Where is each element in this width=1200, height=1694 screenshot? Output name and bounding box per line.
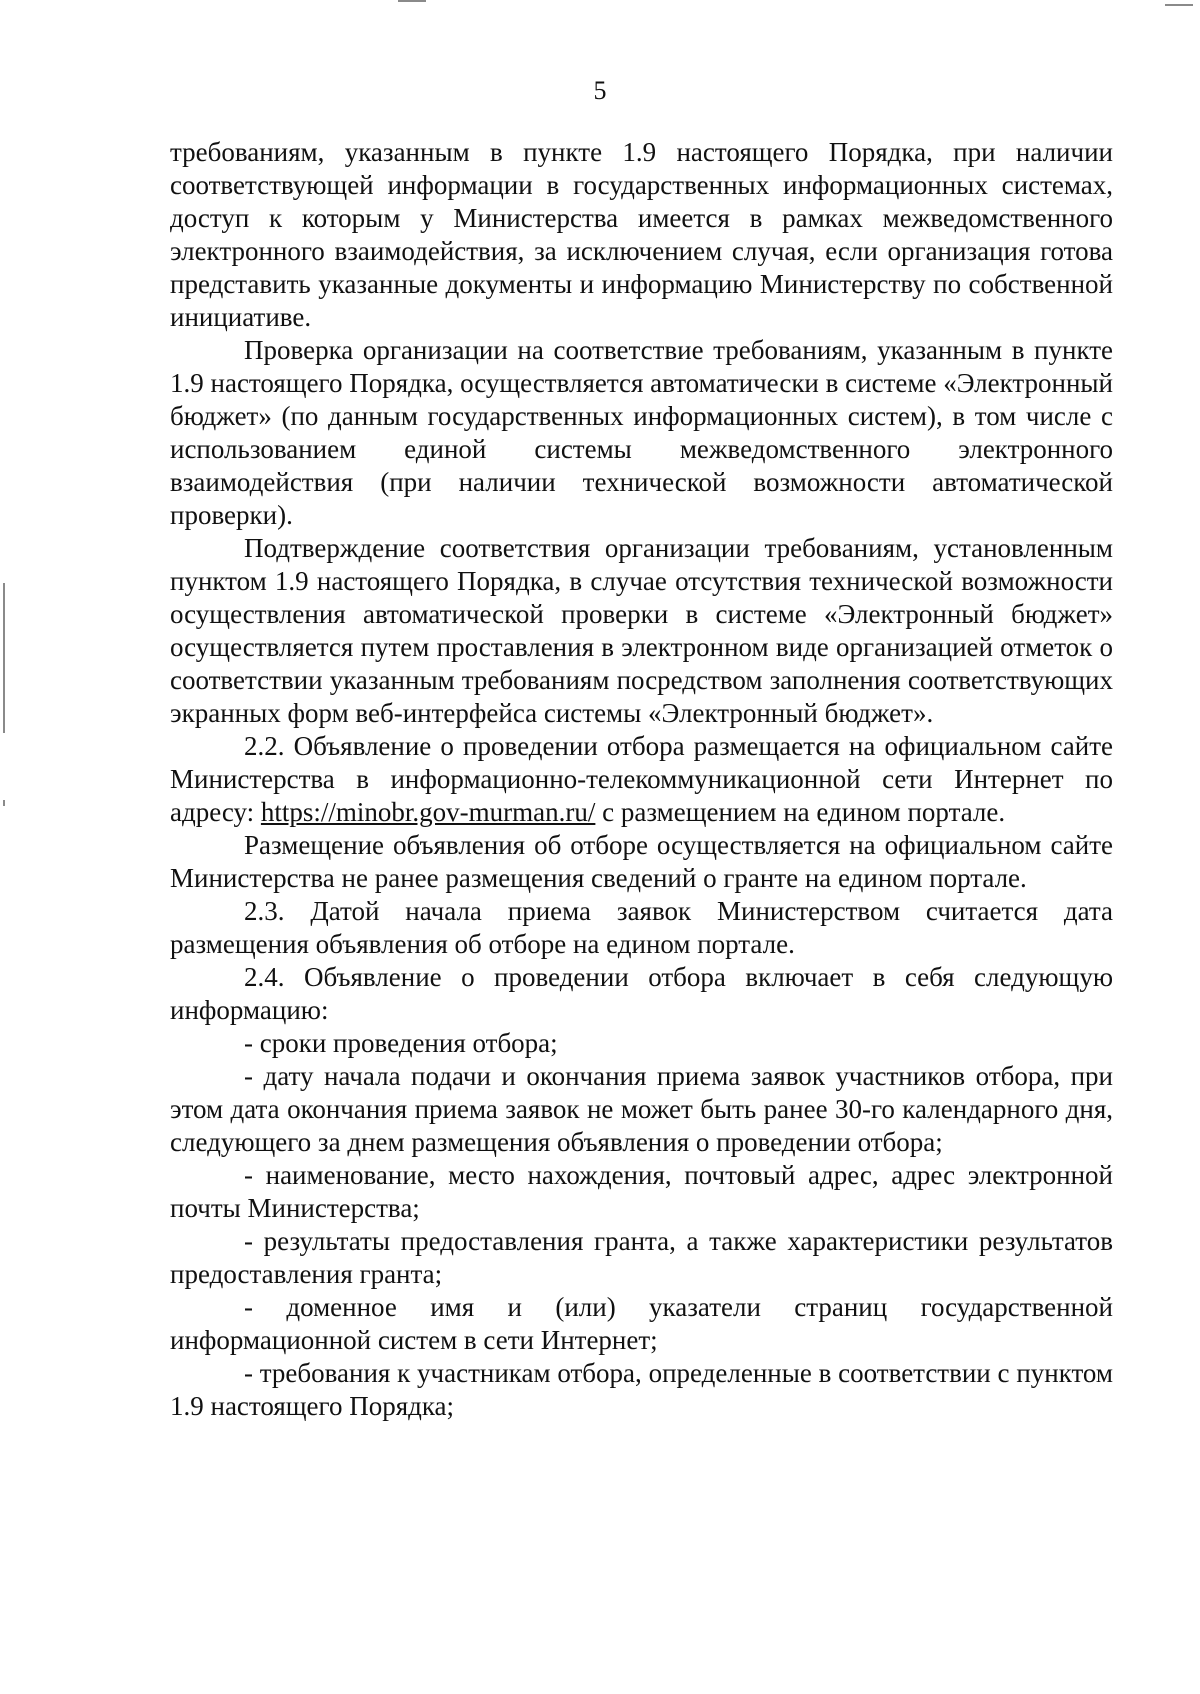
list-item-terms: - сроки проведения отбора; [244, 1028, 558, 1058]
document-body [170, 136, 1113, 1423]
ministry-website-link[interactable]: https://minobr.gov-murman.ru/ [260, 797, 596, 827]
scan-artifact-left-edge [3, 583, 5, 733]
paragraph-2-3-start-date: 2.3. Датой начала приема заявок Министерством считается дата размещения объявления об отборе на едином портале. [170, 896, 1113, 959]
paragraph-2-2-text: 2.2. Объявление о проведении отбора размещается на официальном сайте Министерства в информационно-телекоммуникационной сети Интернет по адресу: [170, 731, 1113, 827]
scan-artifact-top-right [1165, 4, 1193, 6]
page-number: 5 [593, 76, 607, 105]
paragraph-2-4-contents: 2.4. Объявление о проведении отбора включает в себя следующую информацию: [170, 962, 1113, 1025]
paragraph-automatic-check: Проверка организации на соответствие требованиям, указанным в пункте 1.9 настоящего Порядка, осуществляется автоматически в системе «Электронный бюджет» (по данным государственных информационных систем), в том числе с использованием единой системы межведомственного электронного взаимодействия (при наличии технической возможности автоматической проверки). [170, 335, 1113, 530]
list-item-results: - результаты предоставления гранта, а также характеристики результатов предоставления гранта; [170, 1226, 1113, 1289]
list-item-domain-name: - доменное имя и (или) указатели страниц государственной информационной систем в сети Интернет; [170, 1292, 1113, 1355]
paragraph-confirmation: Подтверждение соответствия организации требованиям, установленным пунктом 1.9 настоящего Порядка, в случае отсутствия технической возможности осуществления автоматической проверки в системе «Электронный бюджет» осуществляется путем проставления в электронном виде организацией отметок о соответствии указанным требованиям посредством заполнения соответствующих экранных форм веб-интерфейса системы «Электронный бюджет». [170, 533, 1113, 728]
paragraph-2-2-text-end: с размещением на едином портале. [595, 797, 1006, 827]
scan-artifact-left-edge-small [3, 800, 5, 806]
paragraph-announcement-placement: Размещение объявления об отборе осуществляется на официальном сайте Министерства не ранее размещения сведений о гранте на едином портале. [170, 830, 1113, 893]
list-item-dates: - дату начала подачи и окончания приема заявок участников отбора, при этом дата окончания приема заявок не может быть ранее 30-го календарного дня, следующего за днем размещения объявления о проведении отбора; [170, 1061, 1113, 1157]
paragraph-continuation: требованиям, указанным в пункте 1.9 настоящего Порядка, при наличии соответствующей информации в государственных информационных системах, доступ к которым у Министерства имеется в рамках межведомственного электронного взаимодействия, за исключением случая, если организация готова представить указанные документы и информацию Министерству по собственной инициативе. [170, 137, 1113, 332]
list-item-requirements: - требования к участникам отбора, определенные в соответствии с пунктом 1.9 настоящего Порядка; [170, 1358, 1113, 1421]
paragraph-2-2-announcement [170, 730, 1113, 829]
scan-artifact-top [398, 0, 426, 2]
list-item-contacts: - наименование, место нахождения, почтовый адрес, адрес электронной почты Министерства; [170, 1160, 1113, 1223]
